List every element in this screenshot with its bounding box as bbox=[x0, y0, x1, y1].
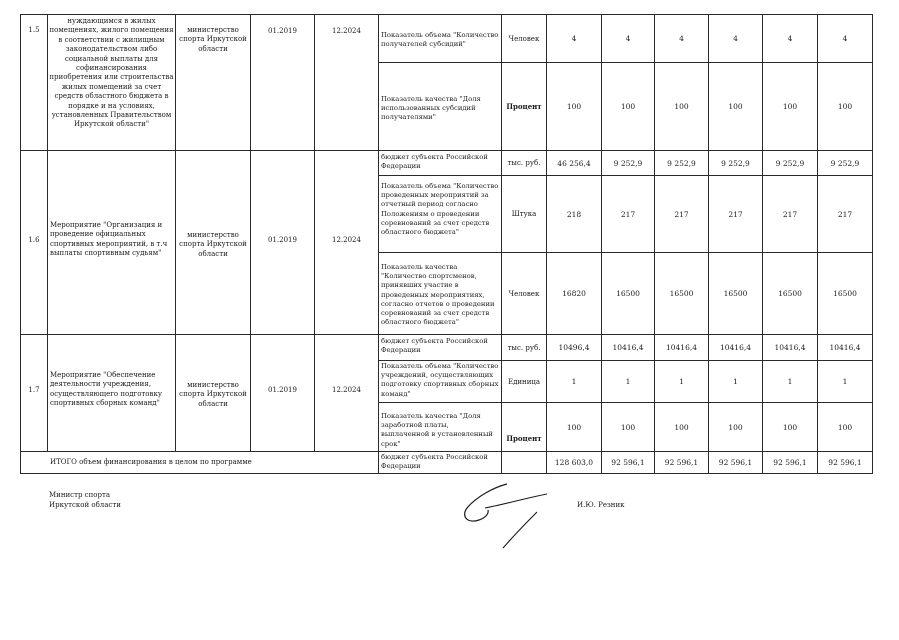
value-cell: 9 252,9 bbox=[667, 158, 696, 168]
value-cell: 9 252,9 bbox=[775, 158, 805, 168]
executor: министерство спорта Иркутской области bbox=[179, 26, 247, 53]
start-date: 01.2019 bbox=[268, 27, 297, 35]
unit: Процент bbox=[506, 433, 542, 443]
value-cell: 100 bbox=[728, 102, 743, 111]
start-date: 01.2019 bbox=[268, 386, 297, 394]
value-cell: 4 bbox=[625, 34, 631, 43]
indicator-text: Показатель качества "Доля заработной платы, выплаченной в установленный срок" bbox=[381, 412, 493, 448]
unit: Штука bbox=[511, 210, 537, 218]
value-cell: 9 252,9 bbox=[830, 158, 860, 168]
unit: Единица bbox=[507, 377, 541, 386]
unit: Человек bbox=[508, 34, 540, 43]
executor: министерство спорта Иркутской области bbox=[179, 381, 247, 408]
indicator-text: Показатель качества "Количество спортсменов, принявших участие в проведенных мероприятиях, согласно отчетов о проведении соревнований за счет средств областного бюджета" bbox=[381, 263, 495, 327]
row-number: 1.6 bbox=[28, 236, 40, 244]
value-cell: 217 bbox=[837, 209, 853, 219]
value-cell: 100 bbox=[566, 422, 582, 432]
value-cell: 10416,4 bbox=[829, 343, 861, 352]
unit: тыс. руб. bbox=[507, 343, 541, 352]
value-cell: 100 bbox=[620, 102, 636, 111]
value-cell: 218 bbox=[566, 209, 582, 219]
end-date: 12.2024 bbox=[332, 27, 361, 35]
value-cell: 4 bbox=[842, 34, 848, 43]
column-divider bbox=[175, 14, 176, 451]
value-cell: 4 bbox=[679, 34, 684, 43]
value-cell: 217 bbox=[620, 209, 636, 219]
value-cell: 9 252,9 bbox=[721, 158, 750, 168]
indicator-text: Показатель объема "Количество получателей субсидий" bbox=[381, 31, 499, 49]
value-cell: 10416,4 bbox=[719, 343, 751, 352]
table-border-right bbox=[872, 14, 873, 474]
value-cell: 100 bbox=[782, 102, 798, 111]
value-cell: 4 bbox=[787, 34, 793, 43]
column-divider bbox=[378, 14, 379, 474]
value-cell: 16500 bbox=[616, 289, 640, 298]
value-cell: 46 256,4 bbox=[557, 158, 591, 168]
total-value: 92 596,1 bbox=[611, 458, 645, 467]
measure-name: Мероприятие "Обеспечение деятельности учреждения, осуществляющего подготовку спортивных сборных команд" bbox=[50, 371, 162, 408]
value-cell: 10416,4 bbox=[665, 343, 697, 352]
value-cell: 1 bbox=[842, 377, 848, 386]
value-cell: 217 bbox=[728, 209, 743, 219]
total-value: 92 596,1 bbox=[718, 458, 753, 467]
table-border-bottom bbox=[20, 473, 873, 474]
value-cell: 16820 bbox=[562, 289, 586, 298]
value-cell: 217 bbox=[782, 209, 798, 219]
value-cell: 16500 bbox=[833, 289, 857, 298]
value-cell: 100 bbox=[674, 422, 689, 432]
measure-name: нуждающимся в жилых помещениях, жилого помещения в соответствии с жилищным законодательством либо социальной выплаты для софинансирования приобретения или строительства жилых помещений за счет средств областного бюджета в порядке и на условиях, установленных Правительством Иркутской области" bbox=[49, 17, 174, 129]
value-cell: 4 bbox=[733, 34, 738, 43]
value-cell: 1 bbox=[571, 377, 577, 386]
total-value: 128 603,0 bbox=[554, 458, 594, 467]
total-value: 92 596,1 bbox=[773, 458, 807, 467]
row-number: 1.7 bbox=[28, 386, 40, 394]
row-number: 1.5 bbox=[28, 26, 40, 34]
value-cell: 9 252,9 bbox=[613, 158, 643, 168]
program-table bbox=[20, 14, 873, 474]
unit: Процент bbox=[506, 102, 542, 111]
value-cell: 217 bbox=[674, 209, 689, 219]
value-cell: 1 bbox=[787, 377, 793, 386]
measure-name: Мероприятие "Организация и проведение официальных спортивных мероприятий, в т.ч выплаты спортивным судьям" bbox=[50, 221, 168, 258]
value-cell: 16500 bbox=[778, 289, 802, 298]
indicator-text: бюджет субъекта Российской Федерации bbox=[381, 153, 488, 171]
value-cell: 100 bbox=[728, 422, 743, 432]
handwritten-signature bbox=[455, 478, 565, 552]
value-cell: 1 bbox=[733, 377, 738, 386]
value-cell: 4 bbox=[571, 34, 577, 43]
unit: Человек bbox=[508, 289, 540, 298]
value-cell: 10496,4 bbox=[558, 343, 590, 352]
indicator-text: Показатель объема "Количество учреждений, осуществляющих подготовку спортивных сборных команд" bbox=[381, 362, 499, 398]
value-cell: 1 bbox=[679, 377, 684, 386]
total-value: 92 596,1 bbox=[664, 458, 699, 467]
value-cell: 10416,4 bbox=[612, 343, 644, 352]
signature-stroke bbox=[485, 494, 547, 508]
column-divider bbox=[47, 14, 48, 451]
value-cell: 10416,4 bbox=[774, 343, 806, 352]
signer-position: Министр спорта Иркутской области bbox=[49, 491, 121, 509]
signature-stroke bbox=[503, 512, 537, 548]
value-cell: 100 bbox=[620, 422, 636, 432]
unit: тыс. руб. bbox=[507, 159, 541, 167]
total-indicator: бюджет субъекта Российской Федерации bbox=[381, 453, 488, 471]
value-cell: 100 bbox=[837, 102, 853, 111]
total-value: 92 596,1 bbox=[828, 458, 862, 467]
value-cell: 100 bbox=[566, 102, 582, 111]
executor: министерство спорта Иркутской области bbox=[179, 231, 247, 258]
start-date: 01.2019 bbox=[268, 236, 297, 244]
signer-name: И.Ю. Резник bbox=[577, 501, 625, 509]
end-date: 12.2024 bbox=[332, 236, 361, 244]
value-cell: 100 bbox=[782, 422, 798, 432]
signature-stroke bbox=[465, 484, 507, 521]
end-date: 12.2024 bbox=[332, 386, 361, 394]
value-cell: 100 bbox=[837, 422, 853, 432]
value-cell: 16500 bbox=[723, 289, 748, 298]
total-label: ИТОГО объем финансирования в целом по программе bbox=[50, 458, 252, 466]
indicator-text: Показатель качества "Доля использованных субсидий получателями" bbox=[381, 95, 481, 122]
value-cell: 16500 bbox=[669, 289, 694, 298]
indicator-text: бюджет субъекта Российской Федерации bbox=[381, 337, 488, 355]
value-cell: 1 bbox=[625, 377, 631, 386]
indicator-text: Показатель объема "Количество проведенных мероприятий за отчетный период согласно Положениям о проведении соревнований за счет средств областного бюджета" bbox=[381, 182, 499, 237]
value-cell: 100 bbox=[674, 102, 689, 111]
